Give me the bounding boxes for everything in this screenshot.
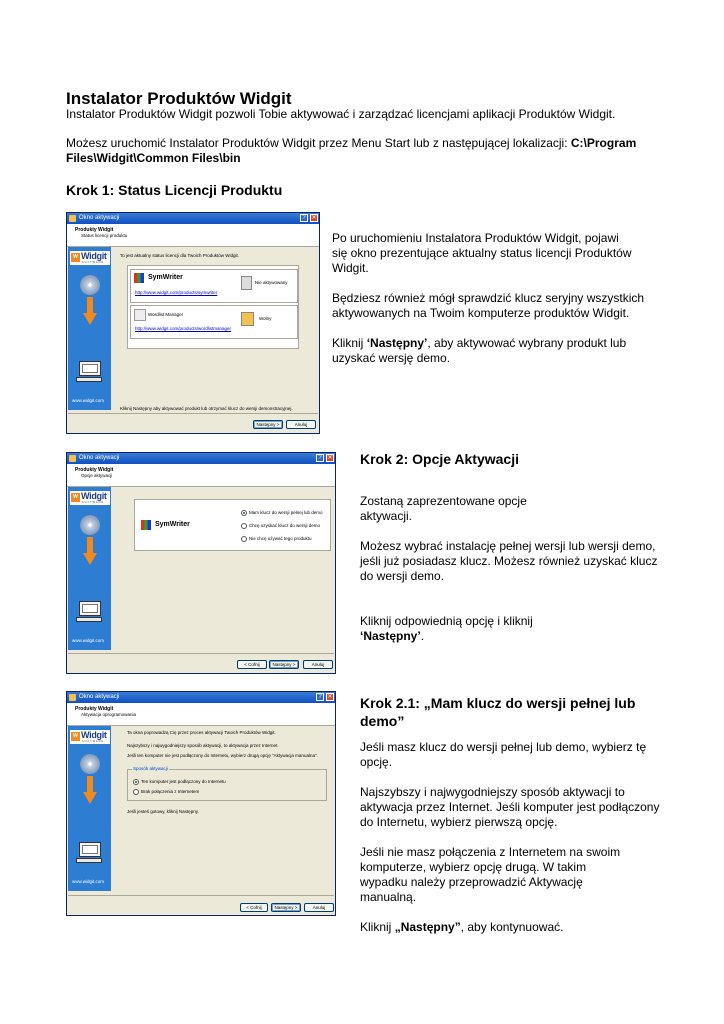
- radio[interactable]: [241, 536, 247, 542]
- step21-line3: Jeśli ten komputer nie jest podłączony do Internetu, wybierz drugą opcję "Aktywacja manualna".: [127, 753, 318, 758]
- step1-header-title: Produkty Widgit: [75, 227, 114, 233]
- product2-name: Wordlist Manager: [148, 312, 184, 317]
- window-app-icon: [69, 694, 76, 701]
- cancel-button[interactable]: Anuluj: [303, 660, 333, 669]
- option-full-or-demo-key[interactable]: [241, 510, 323, 516]
- radio[interactable]: [241, 523, 247, 529]
- product2-status: Wolny: [259, 316, 272, 321]
- step1-para1: Po uruchomieniu Instalatora Produktów Widgit, pojawi się okno prezentujące aktualny status licencji Produktów Widgit.: [332, 231, 632, 275]
- step2-para3-bold: ‘Następny’: [360, 629, 421, 643]
- logo-badge: W: [71, 493, 80, 502]
- divider: [68, 653, 334, 654]
- step21-para4: [360, 920, 660, 935]
- option1-label: Mam klucz do wersji pełnej lub demo: [249, 510, 323, 516]
- sidebar-url: www.widgit.com: [72, 879, 105, 884]
- back-button[interactable]: < Cofnij: [237, 660, 267, 669]
- step1-heading: Krok 1: Status Licencji Produktu: [66, 182, 283, 198]
- window-app-icon: [69, 455, 76, 462]
- logo-subtext: SOFTWARE: [82, 740, 105, 743]
- step2-titlebar: [67, 453, 335, 464]
- arrow-down-icon: [83, 792, 97, 804]
- step1-para2: Będziesz również mógł sprawdzić klucz seryjny wszystkich aktywowanych na Twoim komputerze produktów Widgit.: [332, 291, 645, 320]
- opt1-label: Ten komputer jest podłączony do Internetu: [141, 779, 226, 785]
- step21-heading: Krok 2.1: „Mam klucz do wersji pełnej lub demo”: [360, 695, 636, 729]
- step2-header: [67, 464, 335, 487]
- help-icon[interactable]: ?: [316, 693, 324, 701]
- step1-header-subtitle: Status licencji produktu: [81, 233, 128, 238]
- group-label: Sposób aktywacji: [133, 766, 168, 771]
- step21-para4-pre: Kliknij: [360, 920, 395, 934]
- close-icon[interactable]: ✕: [327, 455, 333, 461]
- step1-para3-pre: Kliknij: [332, 336, 367, 350]
- back-button[interactable]: < Cofnij: [240, 903, 268, 912]
- logo-text: Widgit: [81, 730, 107, 740]
- step2-para3: [360, 614, 560, 644]
- next-button[interactable]: Następny >: [271, 903, 301, 912]
- cancel-button[interactable]: Anuluj: [286, 420, 316, 429]
- cd-disc-icon: [80, 275, 100, 295]
- step2-header-subtitle: Opcje aktywacji: [81, 473, 113, 478]
- step21-header: [67, 703, 335, 726]
- step2-para3-pre: Kliknij odpowiednią opcję i kliknij: [360, 614, 533, 628]
- step2-window-title: Okno aktywacji: [79, 455, 120, 461]
- option-dont-use[interactable]: [241, 536, 312, 542]
- option2-label: Chcę uzyskać klucz do wersji demo: [249, 523, 321, 529]
- step2-sidebar: [68, 487, 111, 650]
- page-title: Instalator Produktów Widgit: [66, 89, 292, 108]
- radio[interactable]: [133, 789, 139, 795]
- close-icon[interactable]: ✕: [311, 215, 317, 221]
- step2-para3-post: .: [420, 629, 425, 643]
- next-button[interactable]: Następny >: [269, 660, 299, 669]
- location-path: C:\Program Files\Widgit\Common Files\bin: [66, 136, 637, 165]
- step21-para4-bold: „Następny”: [394, 920, 461, 934]
- option3-label: Nie chcę używać tego produktu: [249, 536, 312, 542]
- license-lock-icon: [241, 276, 252, 290]
- step1-para3: [332, 336, 662, 366]
- step21-para3: Jeśli nie masz połączenia z Internetem na swoim komputerze, wybierz opcję drugą. W takim wypadku należy przeprowadzić Aktywację manualną.: [360, 845, 621, 904]
- intro-text: Instalator Produktów Widgit pozwoli Tobie aktywować i zarządzać licencjami aplikacji Produktów Widgit.: [66, 107, 616, 121]
- help-icon[interactable]: ?: [300, 214, 308, 222]
- step2-para2: Możesz wybrać instalację pełnej wersji lub wersji demo, jeśli już posiadasz klucz. Możesz również uzyskać klucz do wersji demo.: [360, 539, 658, 583]
- arrow-down-icon: [83, 553, 97, 565]
- step21-header-title: Produkty Widgit: [75, 706, 114, 712]
- step1-para3-post: , aby aktywować wybrany produkt lub uzyskać wersję demo.: [332, 336, 627, 365]
- step1-header: [67, 224, 319, 247]
- wordlist-manager-icon: [134, 309, 146, 321]
- product-row-wordlist[interactable]: [130, 305, 298, 339]
- product-row-symwriter[interactable]: [130, 269, 298, 303]
- logo-text: Widgit: [81, 251, 107, 261]
- step21-para2: Najszybszy i najwygodniejszy sposób aktywacji to aktywacja przez Internet. Jeśli komputer jest podłączony do Internetu, wybierz pierwszą opcję.: [360, 785, 660, 829]
- step2-window: [66, 452, 336, 674]
- step1-para3-bold: ‘Następny’: [366, 336, 428, 350]
- step21-window: [66, 691, 336, 916]
- step21-header-subtitle: Aktywacja oprogramowania: [81, 712, 137, 717]
- step2-text: [360, 494, 660, 644]
- widgit-logo: [70, 251, 110, 265]
- step21-line1: Ta okna poprowadzą Cię przez proces aktywacji Twoich Produktów Widgit.: [127, 730, 276, 735]
- product-status-panel: [127, 265, 299, 349]
- product1-name: SymWriter: [148, 274, 183, 281]
- activation-method-group: [127, 766, 327, 801]
- next-button[interactable]: Następny >: [253, 420, 283, 429]
- step2-header-title: Produkty Widgit: [75, 467, 114, 473]
- sidebar-url: www.widgit.com: [72, 638, 105, 643]
- step1-window-title: Okno aktywacji: [79, 215, 120, 221]
- location-label: Możesz uruchomić Instalator Produktów Widgit przez Menu Start lub z następującej lokalizacji:: [66, 136, 571, 150]
- close-icon[interactable]: ✕: [327, 694, 333, 700]
- step1-text: [332, 231, 662, 366]
- location-text: [66, 136, 666, 166]
- product-name: SymWriter: [155, 521, 190, 528]
- product1-status: Nie aktywowany: [255, 280, 288, 285]
- cancel-button[interactable]: Anuluj: [304, 903, 334, 912]
- product2-link[interactable]: http://www.widgit.com/products/wordlistmanager: [135, 326, 232, 331]
- arrow-down-icon: [83, 313, 97, 325]
- sidebar-url: www.widgit.com: [72, 398, 105, 403]
- step2-heading: Krok 2: Opcje Aktywacji: [360, 451, 519, 467]
- step1-bottom-text: Kliknij Następny aby aktywować produkt lub otrzymać klucz do wersji demonstracyjnej.: [120, 406, 293, 411]
- step1-window: [66, 212, 320, 434]
- radio-selected[interactable]: [133, 779, 139, 785]
- step21-line2: Najszybszy i najwygodniejszy sposób aktywacji, to aktywacja przez Internet.: [127, 743, 279, 748]
- step21-para4-post: , aby kontynuować.: [460, 920, 564, 934]
- symwriter-icon: [141, 520, 151, 530]
- product1-link[interactable]: http://www.widgit.com/products/symwriter: [135, 290, 218, 295]
- widgit-logo: [70, 730, 110, 744]
- computer-icon: [79, 601, 101, 616]
- step21-para1: Jeśli masz klucz do wersji pełnej lub demo, wybierz tę opcję.: [360, 740, 647, 769]
- step1-top-text: To jest aktualny status licencji dla Twoich Produktów Widgit.: [120, 253, 239, 258]
- step1-titlebar: [67, 213, 319, 224]
- symwriter-icon: [134, 273, 144, 283]
- logo-subtext: SOFTWARE: [82, 261, 105, 264]
- computer-icon: [79, 361, 101, 376]
- cd-disc-icon: [80, 754, 100, 774]
- step21-window-title: Okno aktywacji: [79, 694, 120, 700]
- step21-sidebar: [68, 726, 111, 891]
- help-icon[interactable]: ?: [316, 454, 324, 462]
- radio-selected[interactable]: [241, 510, 247, 516]
- step21-text: [360, 740, 660, 935]
- divider: [68, 895, 334, 896]
- option-internet[interactable]: [133, 779, 226, 785]
- logo-badge: W: [71, 732, 80, 741]
- license-box-icon: [241, 312, 254, 326]
- step2-para1: Zostaną zaprezentowane opcje aktywacji.: [360, 494, 527, 523]
- step21-titlebar: [67, 692, 335, 703]
- computer-base: [76, 617, 102, 622]
- opt2-label: Brak połączenia z Internetem: [141, 789, 200, 795]
- computer-base: [76, 858, 102, 863]
- option-get-demo-key[interactable]: [241, 523, 320, 529]
- window-app-icon: [69, 215, 76, 222]
- cd-disc-icon: [80, 515, 100, 535]
- logo-badge: W: [71, 253, 80, 262]
- activation-options-panel: [134, 499, 331, 551]
- computer-icon: [79, 842, 101, 857]
- widgit-logo: [70, 491, 110, 505]
- step21-ready-text: Jeśli jesteś gotowy, kliknij Następny.: [127, 809, 199, 814]
- logo-subtext: SOFTWARE: [82, 501, 105, 504]
- step1-sidebar: [68, 247, 111, 410]
- divider: [68, 413, 318, 414]
- computer-base: [76, 377, 102, 382]
- logo-text: Widgit: [81, 491, 107, 501]
- option-no-internet[interactable]: [133, 789, 199, 795]
